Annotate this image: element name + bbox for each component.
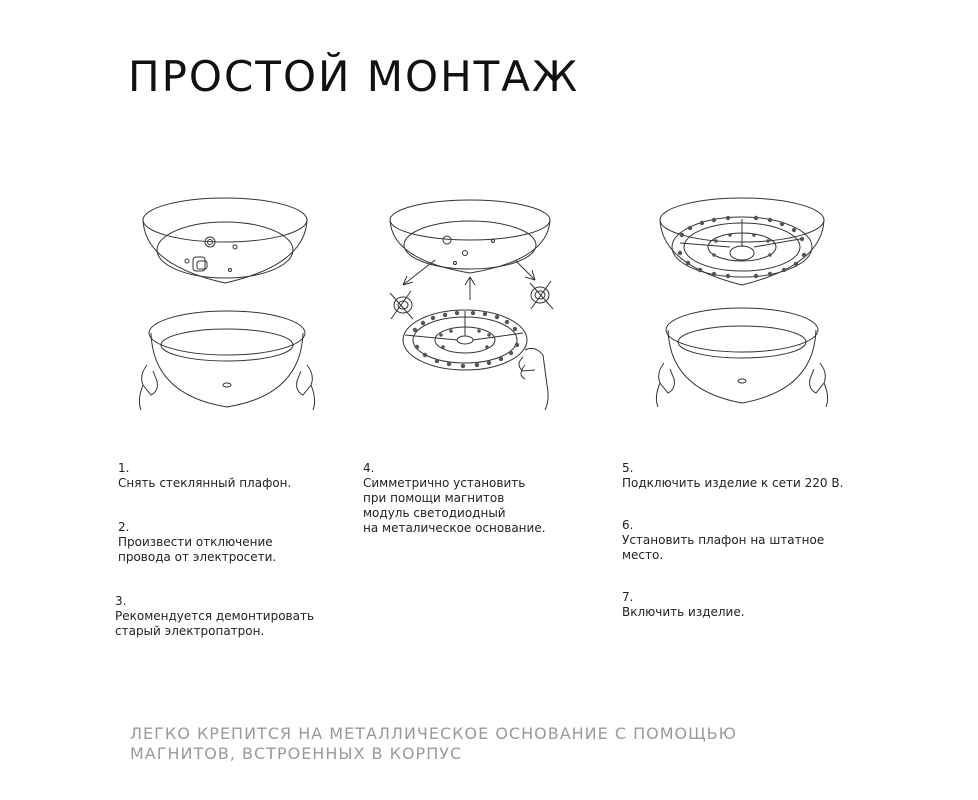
footer-note: ЛЕГКО КРЕПИТСЯ НА МЕТАЛЛИЧЕСКОЕ ОСНОВАНИЕ С ПОМОЩЬЮ МАГНИТОВ, ВСТРОЕННЫХ В КОРПУС (130, 724, 737, 763)
step-text: Включить изделие. (622, 605, 745, 619)
step-item (118, 446, 348, 491)
step-text: Подключить изделие к сети 220 В. (622, 476, 844, 490)
figure-remove-shade (135, 185, 345, 435)
step-number: 1. (118, 461, 130, 475)
steps-column-1 (115, 446, 348, 650)
step-number: 6. (622, 518, 634, 532)
figure-reinstall-shade (650, 185, 860, 435)
step-number: 7. (622, 590, 634, 604)
step-text: Снять стеклянный плафон. (118, 476, 292, 490)
step-number: 2. (118, 520, 130, 534)
step-item (622, 503, 882, 563)
step-number: 3. (115, 594, 127, 608)
figure-install-module (375, 185, 585, 435)
step-number: 4. (363, 461, 375, 475)
steps-column-3 (622, 446, 882, 631)
steps-column-2 (363, 446, 593, 547)
step-text: Произвести отключение провода от электросети. (118, 535, 277, 564)
step-item (622, 446, 882, 491)
illustration-reinstall-shade (650, 185, 860, 435)
step-item (115, 579, 348, 639)
page-title: ПРОСТОЙ МОНТАЖ (128, 52, 580, 101)
step-item (118, 505, 348, 565)
step-text: Установить плафон на штатное место. (622, 533, 825, 562)
step-text: Рекомендуется демонтировать старый электропатрон. (115, 609, 315, 638)
step-item (622, 575, 882, 620)
step-item (363, 446, 593, 536)
illustration-install-module (375, 185, 585, 435)
illustration-remove-shade (135, 185, 345, 435)
step-text: Симметрично установить при помощи магнитов модуль светодиодный на металическое основание. (363, 476, 546, 535)
step-number: 5. (622, 461, 634, 475)
